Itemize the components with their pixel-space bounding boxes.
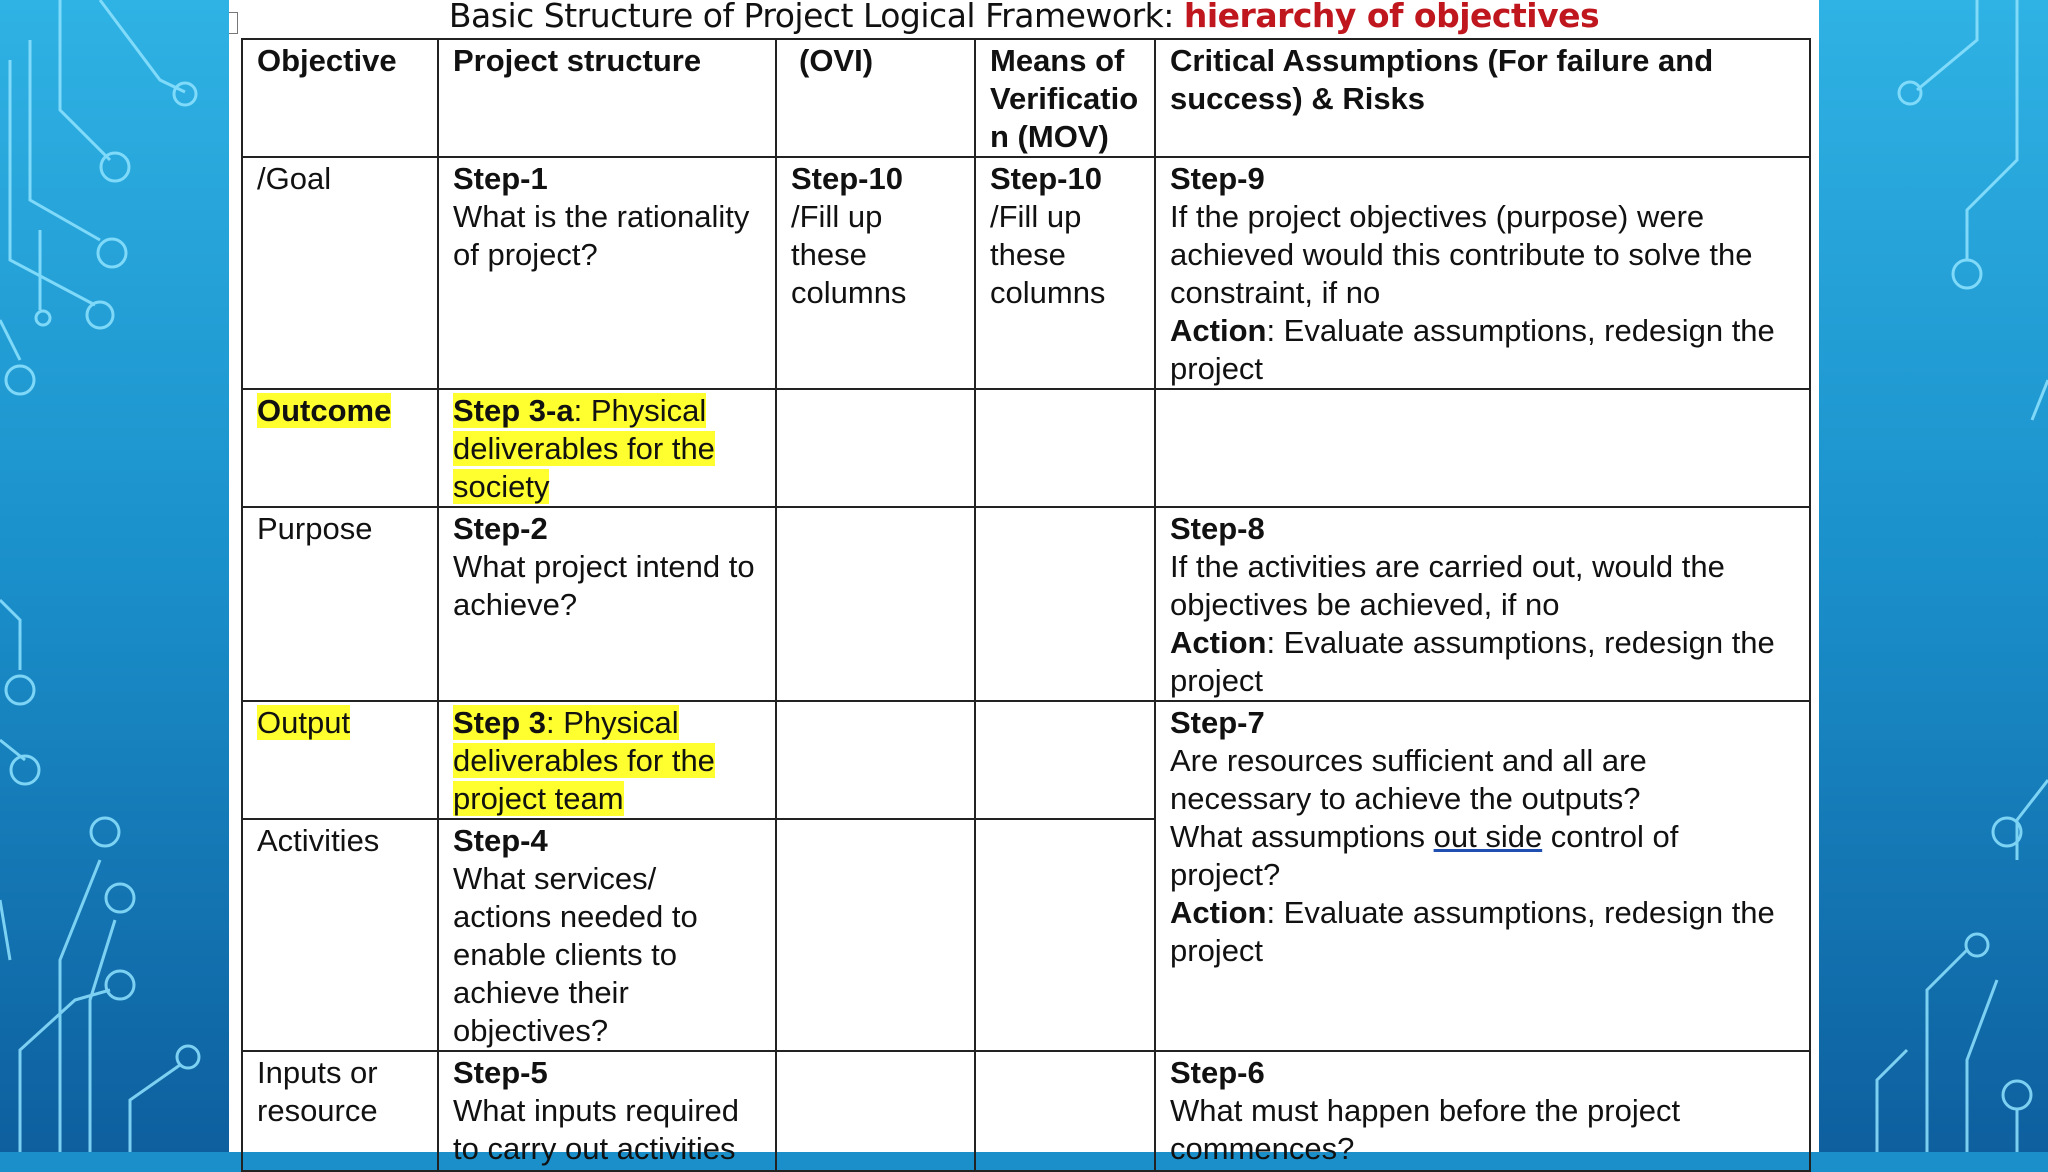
output-assump-text-2a: What assumptions: [1170, 819, 1434, 854]
cell-output-assumptions: [1155, 701, 1810, 1051]
circuit-background-left: [0, 0, 231, 1152]
cell-outcome-label: [242, 389, 438, 507]
goal-mov-text: /Fill up these columns: [990, 199, 1106, 310]
cell-output-ovi: [776, 701, 975, 819]
title-prefix: Basic Structure of Project Logical Framework:: [448, 0, 1184, 35]
header-mov: Means of Verification (MOV): [975, 39, 1155, 157]
activities-structure-text: What services/ actions needed to enable clients to achieve their objectives?: [453, 861, 698, 1048]
table-row-goal: [242, 157, 1810, 389]
goal-structure-text: What is the rationality of project?: [453, 199, 750, 272]
purpose-action-text: : Evaluate assumptions, redesign the project: [1170, 625, 1775, 698]
table-row-output: [242, 701, 1810, 819]
cell-outcome-assumptions: [1155, 389, 1810, 507]
inputs-structure-step: Step-5: [453, 1055, 548, 1090]
cell-inputs-ovi: [776, 1051, 975, 1171]
goal-assump-text: If the project objectives (purpose) were achieved would this contribute to solve the constraint, if no: [1170, 199, 1753, 310]
cell-purpose-structure: [438, 507, 776, 701]
purpose-structure-step: Step-2: [453, 511, 548, 546]
cell-outcome-structure: [438, 389, 776, 507]
output-action-text: : Evaluate assumptions, redesign the project: [1170, 895, 1775, 968]
cell-output-label: [242, 701, 438, 819]
cell-outcome-ovi: [776, 389, 975, 507]
cell-activities-mov: [975, 819, 1155, 1051]
table-row-purpose: [242, 507, 1810, 701]
cell-goal-structure: [438, 157, 776, 389]
cell-goal-label: /Goal: [242, 157, 438, 389]
cell-inputs-label: Inputs or resource: [242, 1051, 438, 1171]
inputs-assump-step: Step-6: [1170, 1055, 1265, 1090]
output-assump-text-2c: control of project?: [1170, 819, 1679, 892]
purpose-assump-step: Step-8: [1170, 511, 1265, 546]
logframe-table: [241, 38, 1811, 1172]
inputs-structure-text: What inputs required to carry out activities: [453, 1093, 740, 1166]
goal-action-label: Action: [1170, 313, 1267, 348]
goal-mov-step: Step-10: [990, 161, 1102, 196]
header-ovi: (OVI): [776, 39, 975, 157]
cell-output-structure: [438, 701, 776, 819]
cell-purpose-label: Purpose: [242, 507, 438, 701]
goal-structure-step: Step-1: [453, 161, 548, 196]
purpose-structure-text: What project intend to achieve?: [453, 549, 755, 622]
circuit-background-right: [1817, 0, 2048, 1152]
goal-action-text: : Evaluate assumptions, redesign the project: [1170, 313, 1775, 386]
slide-title: [229, 0, 1819, 35]
header-assumptions: Critical Assumptions (For failure and success) & Risks: [1155, 39, 1810, 157]
purpose-action-label: Action: [1170, 625, 1267, 660]
cell-activities-ovi: [776, 819, 975, 1051]
activities-structure-step: Step-4: [453, 823, 548, 858]
goal-assump-step: Step-9: [1170, 161, 1265, 196]
cell-activities-label: Activities: [242, 819, 438, 1051]
output-assump-text-2: [1170, 818, 1795, 894]
output-assump-step: Step-7: [1170, 705, 1265, 740]
table-row-inputs: [242, 1051, 1810, 1171]
cell-goal-ovi: [776, 157, 975, 389]
purpose-assump-text: If the activities are carried out, would the objectives be achieved, if no: [1170, 549, 1725, 622]
cell-inputs-structure: [438, 1051, 776, 1171]
outcome-label: Outcome: [257, 393, 392, 428]
cell-inputs-assumptions: [1155, 1051, 1810, 1171]
output-label: Output: [257, 705, 351, 740]
cell-output-mov: [975, 701, 1155, 819]
output-structure-step: Step 3: [453, 705, 547, 740]
cell-purpose-ovi: [776, 507, 975, 701]
inputs-assump-text: What must happen before the project commences?: [1170, 1093, 1681, 1166]
out-side-underlined: out side: [1433, 819, 1543, 854]
goal-ovi-text: /Fill up these columns: [791, 199, 907, 310]
header-objective: Objective: [242, 39, 438, 157]
output-assump-text-1: Are resources sufficient and all are necessary to achieve the outputs?: [1170, 743, 1647, 816]
header-project-structure: Project structure: [438, 39, 776, 157]
cell-goal-assumptions: [1155, 157, 1810, 389]
goal-ovi-step: Step-10: [791, 161, 903, 196]
header-row: [242, 39, 1810, 157]
cell-inputs-mov: [975, 1051, 1155, 1171]
output-action-label: Action: [1170, 895, 1267, 930]
output-structure-text: : Physical deliverables for the project team: [453, 705, 715, 816]
cell-purpose-mov: [975, 507, 1155, 701]
title-highlight: hierarchy of objectives: [1183, 0, 1600, 35]
outcome-structure-step: Step 3-a: [453, 393, 574, 428]
cell-purpose-assumptions: [1155, 507, 1810, 701]
cell-goal-mov: [975, 157, 1155, 389]
outcome-structure-text: : Physical deliverables for the society: [453, 393, 715, 504]
slide: [229, 0, 1819, 1166]
cell-activities-structure: [438, 819, 776, 1051]
cell-outcome-mov: [975, 389, 1155, 507]
table-row-outcome: [242, 389, 1810, 507]
